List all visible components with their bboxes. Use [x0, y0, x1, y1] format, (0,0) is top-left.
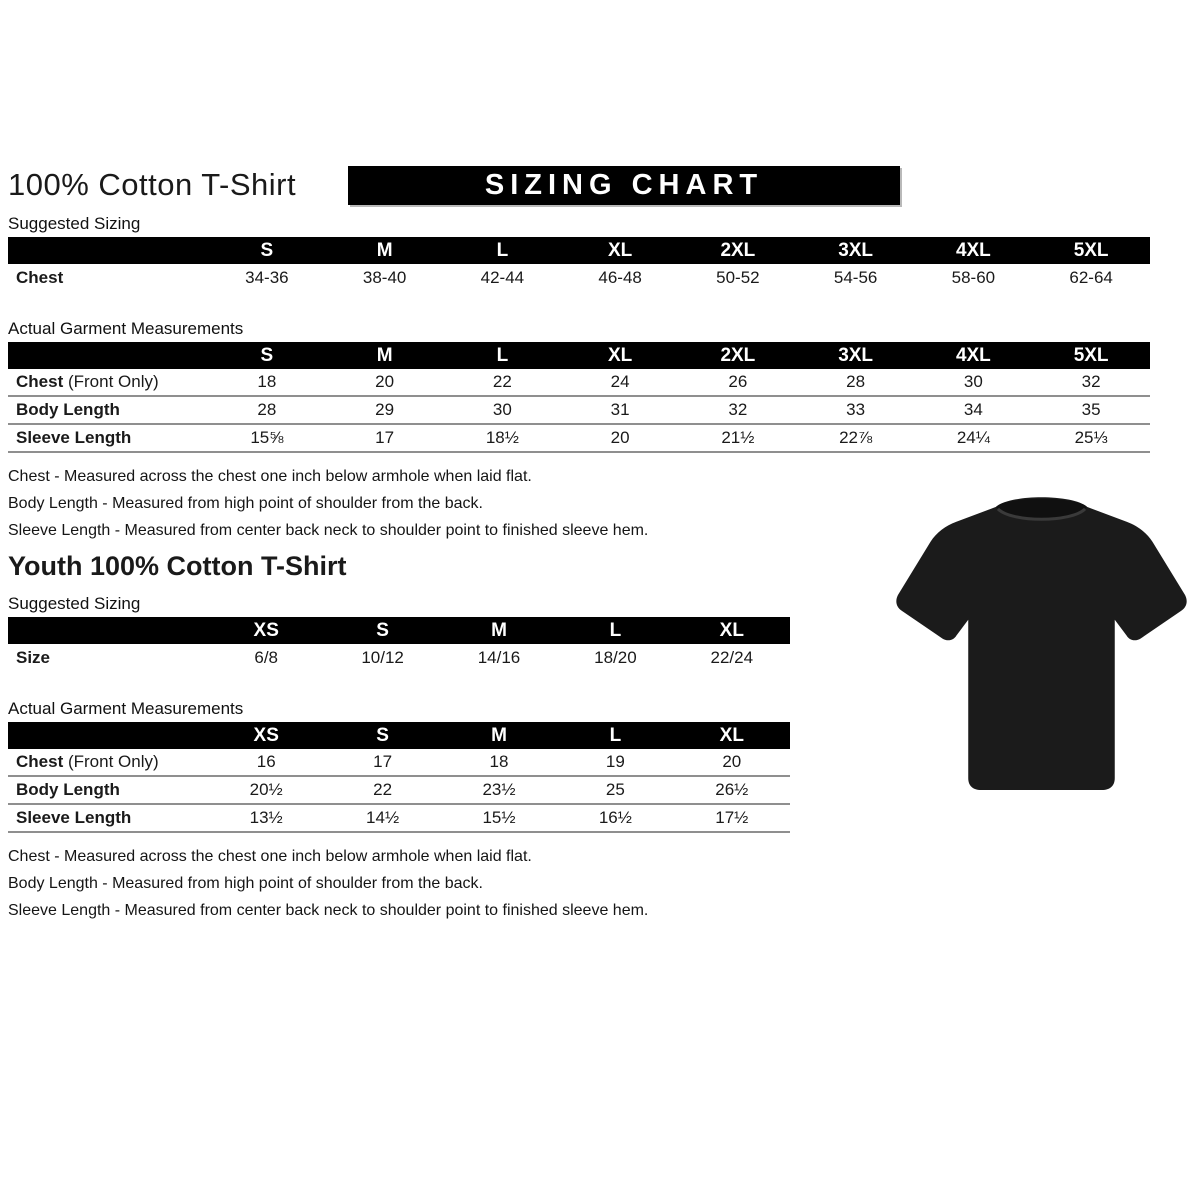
column-header-xl: XL — [719, 725, 744, 746]
value-cell: 20 — [610, 428, 630, 447]
value-cell: 18 — [489, 752, 509, 771]
header-row — [8, 166, 1150, 206]
column-header-m: M — [376, 345, 393, 366]
banner-label: SIZING CHART — [484, 169, 764, 201]
column-header-xl: XL — [719, 620, 744, 641]
column-header-4xl: 4XL — [955, 345, 991, 366]
column-header-4xl: 4XL — [955, 240, 991, 261]
value-cell: 20½ — [249, 780, 283, 799]
row-label — [8, 777, 208, 803]
youth-suggested-table — [8, 617, 790, 673]
row-label-text: Chest — [16, 752, 64, 771]
value-cell: 22 — [492, 372, 512, 391]
value-cell: 34 — [963, 400, 983, 419]
column-header-xs: XS — [253, 725, 279, 746]
value-cell: 31 — [610, 400, 630, 419]
row-label — [8, 805, 208, 831]
youth-title: Youth 100% Cotton T-Shirt — [8, 551, 347, 581]
column-header-l: L — [609, 620, 622, 641]
row-label — [8, 425, 208, 451]
table-row — [8, 644, 790, 673]
note-body-length: Body Length - Measured from high point of shoulder from the back. — [8, 875, 483, 892]
value-cell: 30 — [963, 372, 983, 391]
note-chest: Chest - Measured across the chest one inch below armhole when laid flat. — [8, 848, 532, 865]
column-header-l: L — [496, 240, 509, 261]
column-header-3xl: 3XL — [838, 345, 874, 366]
value-cell: 6/8 — [254, 648, 279, 667]
adult-actual-label: Actual Garment Measurements — [8, 319, 244, 338]
value-cell: 22 — [373, 780, 393, 799]
value-cell: 21½ — [721, 428, 755, 447]
value-cell: 17 — [375, 428, 395, 447]
value-cell: 17½ — [715, 808, 749, 827]
value-cell: 17 — [373, 752, 393, 771]
value-cell: 15⅝ — [250, 428, 284, 447]
value-cell: 18½ — [485, 428, 519, 447]
value-cell: 20 — [722, 752, 742, 771]
adult-suggested-table — [8, 237, 1150, 293]
row-label-text: Body Length — [16, 780, 120, 799]
value-cell: 18 — [257, 372, 277, 391]
youth-actual-label: Actual Garment Measurements — [8, 699, 244, 718]
value-cell: 23½ — [482, 780, 516, 799]
table-header-row — [8, 722, 790, 749]
table-corner-cell — [8, 237, 208, 264]
value-cell: 26½ — [715, 780, 749, 799]
note-sleeve-length: Sleeve Length - Measured from center back neck to shoulder point to finished sleeve hem. — [8, 522, 649, 539]
table-corner-cell — [8, 342, 208, 369]
value-cell: 46-48 — [598, 268, 642, 287]
value-cell: 18/20 — [594, 648, 637, 667]
column-header-xl: XL — [607, 240, 633, 261]
value-cell: 22/24 — [710, 648, 754, 667]
youth-suggested-label: Suggested Sizing — [8, 594, 141, 613]
black-tshirt-image — [893, 478, 1190, 816]
value-cell: 62-64 — [1069, 268, 1113, 287]
row-label — [8, 749, 208, 775]
page-title: 100% Cotton T-Shirt — [8, 167, 297, 202]
column-header-s: S — [260, 240, 274, 261]
adult-actual-table — [8, 342, 1150, 453]
column-header-s: S — [260, 345, 274, 366]
row-label-text: Sleeve Length — [16, 808, 132, 827]
youth-actual-table — [8, 722, 790, 833]
row-label-suffix: (Front Only) — [63, 752, 159, 771]
value-cell: 28 — [846, 372, 866, 391]
column-header-m: M — [491, 620, 507, 641]
column-header-xl: XL — [607, 345, 633, 366]
row-label-text: Size — [16, 648, 51, 667]
value-cell: 35 — [1081, 400, 1101, 419]
value-cell: 14½ — [366, 808, 400, 827]
tshirt-icon — [893, 478, 1190, 816]
youth-notes — [8, 849, 1150, 919]
column-header-5xl: 5XL — [1073, 240, 1109, 261]
column-header-l: L — [609, 725, 622, 746]
column-header-l: L — [496, 345, 509, 366]
value-cell: 54-56 — [833, 268, 878, 287]
column-header-m: M — [491, 725, 507, 746]
table-row — [8, 397, 1150, 425]
table-header-row — [8, 342, 1150, 369]
table-row — [8, 805, 790, 833]
table-header-row — [8, 237, 1150, 264]
value-cell: 34-36 — [245, 268, 289, 287]
value-cell: 42-44 — [480, 268, 525, 287]
value-cell: 24¼ — [956, 428, 990, 447]
value-cell: 32 — [1081, 372, 1101, 391]
value-cell: 29 — [375, 400, 395, 419]
table-corner-cell — [8, 722, 208, 749]
table-row — [8, 777, 790, 805]
value-cell: 15½ — [482, 808, 516, 827]
value-cell: 32 — [728, 400, 748, 419]
row-label — [8, 644, 208, 673]
row-label-text: Sleeve Length — [16, 428, 132, 447]
note-chest: Chest - Measured across the chest one inch below armhole when laid flat. — [8, 468, 532, 485]
table-row — [8, 264, 1150, 293]
value-cell: 16 — [256, 752, 276, 771]
value-cell: 16½ — [598, 808, 632, 827]
row-label-suffix: (Front Only) — [63, 372, 159, 391]
value-cell: 33 — [846, 400, 866, 419]
value-cell: 20 — [375, 372, 395, 391]
value-cell: 25⅓ — [1074, 428, 1108, 447]
adult-suggested-label: Suggested Sizing — [8, 214, 141, 233]
column-header-5xl: 5XL — [1073, 345, 1109, 366]
row-label-text: Chest — [16, 268, 64, 287]
column-header-xs: XS — [253, 620, 279, 641]
value-cell: 10/12 — [361, 648, 404, 667]
column-header-s: S — [376, 620, 389, 641]
value-cell: 24 — [610, 372, 630, 391]
column-header-m: M — [376, 240, 393, 261]
row-label — [8, 264, 208, 293]
column-header-2xl: 2XL — [720, 345, 756, 366]
row-label-text: Chest — [16, 372, 64, 391]
column-header-3xl: 3XL — [838, 240, 874, 261]
column-header-s: S — [376, 725, 389, 746]
note-sleeve-length: Sleeve Length - Measured from center back neck to shoulder point to finished sleeve hem. — [8, 902, 649, 919]
table-row — [8, 749, 790, 777]
value-cell: 38-40 — [362, 268, 407, 287]
table-row — [8, 369, 1150, 397]
note-body-length: Body Length - Measured from high point of shoulder from the back. — [8, 495, 483, 512]
row-label — [8, 397, 208, 423]
value-cell: 26 — [728, 372, 748, 391]
value-cell: 50-52 — [716, 268, 760, 287]
value-cell: 13½ — [249, 808, 283, 827]
value-cell: 28 — [257, 400, 277, 419]
table-header-row — [8, 617, 790, 644]
row-label — [8, 369, 208, 395]
table-corner-cell — [8, 617, 208, 644]
table-row — [8, 425, 1150, 453]
value-cell: 30 — [492, 400, 512, 419]
column-header-2xl: 2XL — [720, 240, 756, 261]
row-label-text: Body Length — [16, 400, 120, 419]
value-cell: 19 — [605, 752, 625, 771]
sizing-chart-banner — [348, 166, 900, 205]
value-cell: 14/16 — [477, 648, 521, 667]
value-cell: 25 — [605, 780, 625, 799]
value-cell: 58-60 — [951, 268, 996, 287]
value-cell: 22⅞ — [839, 428, 873, 447]
